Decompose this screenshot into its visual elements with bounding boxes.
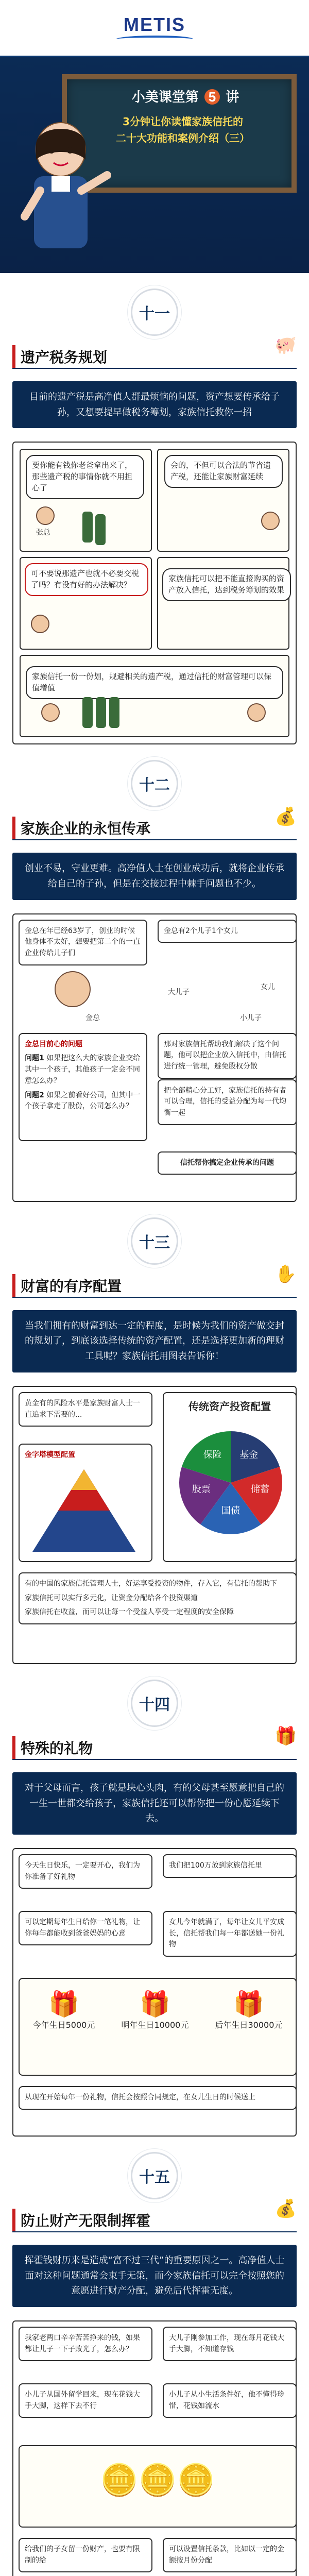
- section-13: [0, 1202, 309, 1372]
- gift-item: 🎁 明年生日10000元: [121, 1989, 189, 2030]
- title-marker: [12, 345, 15, 368]
- character-name: 张总: [36, 529, 50, 537]
- info-box: 金总在年已经63岁了，创业的时候他身体不太好，想要把第二个的一直企业传给儿子们: [19, 920, 147, 965]
- piggy-bank-icon: 🐖: [274, 335, 297, 355]
- section-title: 防止财产无限制挥霍: [21, 2212, 151, 2229]
- problem-box: [19, 1033, 147, 1141]
- section-title-bar: [12, 2198, 297, 2232]
- section-badge: 十五: [131, 2152, 178, 2199]
- pie-label: 储蓄: [251, 1484, 270, 1495]
- pie-label: 基金: [239, 1449, 259, 1461]
- gift-timeline: [19, 1978, 297, 2076]
- title-marker: [12, 1274, 15, 1297]
- info-box: 女儿今年就满了，每年让女儿平安成长，信托帮我们每一年都送她一份礼物: [163, 1911, 297, 1957]
- section-15: [0, 2137, 309, 2307]
- bottle-icon: [95, 514, 106, 545]
- info-box: 可以设置信托条款，比如以一定的金额按月份分配: [163, 2538, 297, 2572]
- info-box: 大儿子刚参加工作，现在每月花钱大手大脚，不知道存钱: [163, 2327, 297, 2361]
- speech-bubble: 会的，不但可以合法的节省遗产税，还能让家族财富延续: [164, 455, 283, 488]
- character-name: 女儿: [261, 982, 275, 991]
- gift-item: 🎁 后年生日30000元: [215, 1989, 283, 2030]
- section-badge: 十二: [131, 760, 178, 807]
- section-11: [0, 273, 309, 428]
- section-intro: 挥霍钱财历来是造成“富不过三代”的重要原因之一。高净值人士面对这种问题通常会束手无策，而今家族信托可以完全按照您的意愿进行财产分配，避免后代挥霍无度。: [12, 2245, 297, 2307]
- allocation-panel: [163, 1392, 297, 1562]
- section-title-bar: [12, 1263, 297, 1298]
- coins-panel: [19, 2445, 297, 2528]
- section-badge: 十三: [131, 1217, 178, 1265]
- title-marker: [12, 1736, 15, 1759]
- character-name: 大儿子: [168, 988, 190, 996]
- pyramid-title: 金字塔模型配置: [25, 1450, 75, 1459]
- header: [0, 0, 309, 57]
- section-badge: 十四: [131, 1680, 178, 1727]
- section-intro: 当我们拥有的财富到达一定的程度，是时候为我们的资产做交封的规划了，到底该选择传统的资产配置，还是选择更加新的理财工具呢？家族信托用图表告诉你！: [12, 1310, 297, 1372]
- hero-subtitle: 3分钟让你读懂家族信托的 二十大功能和案例介绍（三）: [116, 115, 250, 144]
- title-marker: [12, 817, 15, 839]
- title-marker: [12, 2209, 15, 2231]
- section-badge: 十一: [131, 289, 178, 336]
- speech-bubble: 家族信托一份一份划，规避相关的遗产税，通过信托的财富管理可以保值增值: [26, 666, 283, 699]
- comic-special-gift: [12, 1848, 297, 2137]
- comic-panel: [20, 557, 152, 650]
- comic-panel: [20, 449, 152, 552]
- info-box: 小儿子从小生活条件好，他不懂得珍惜，花钱如流水: [163, 2383, 297, 2418]
- section-title: 家族企业的永恒传承: [21, 821, 151, 837]
- series-number: 5: [204, 89, 220, 105]
- section-12: [0, 744, 309, 900]
- logo-wordmark: METIS: [123, 14, 185, 35]
- teacher-figure-icon: [9, 113, 112, 268]
- character-name: 金总: [85, 1013, 100, 1022]
- info-box: 小儿子从国外留学回来，现在花钱大手大脚，这样下去不行: [19, 2383, 152, 2418]
- info-box: 金总有2个儿子1个女儿: [158, 920, 297, 943]
- comic-panel: [157, 557, 289, 650]
- logo-swoosh: [114, 36, 194, 43]
- series-label: 小美课堂第 5 讲: [131, 89, 239, 105]
- problem-title: 金总目前心的问题: [25, 1040, 82, 1048]
- pyramid-icon: [25, 1464, 143, 1557]
- allocation-pie-chart: [164, 1413, 298, 1552]
- info-box: 黄金有的风险水平是家族财富人士一直追求下需要的...: [19, 1392, 152, 1427]
- section-intro: 对于父母而言，孩子就是块心头肉，有的父母甚至愿意把自己的一生一世都交给孩子，家族信托还可以帮你把一份心愿延续下去。: [12, 1772, 297, 1835]
- problem-item: 问题2 如果之前看好公司，但其中一个孩子拿走了股份，公司怎么办？: [25, 1091, 141, 1111]
- comic-anti-squander: [12, 2320, 297, 2576]
- info-box: 可以定期每年生日给你一笔礼物，让你每年都能收到爸爸妈妈的心意: [19, 1911, 152, 1945]
- money-bag-icon: 💰: [274, 806, 297, 827]
- pie-label: 国债: [221, 1505, 240, 1516]
- money-bag-icon: 💰: [274, 2198, 297, 2219]
- note-box: 从现在开始每年一份礼物，信托会按照合同规定，在女儿生日的时候送上: [19, 2086, 297, 2110]
- section-title: 特殊的礼物: [21, 1740, 93, 1756]
- section-intro: 创业不易，守业更难。高净值人士在创业成功后，就将企业传承给自己的子孙，但是在交接过程中棘手问题也不少。: [12, 853, 297, 900]
- conclusion: 信托帮你搞定企业传承的问题: [158, 1151, 297, 1175]
- pie-label: 股票: [192, 1484, 211, 1495]
- hero: [0, 57, 309, 273]
- section-title-bar: [12, 335, 297, 369]
- info-box: 给我们的子女留一份财产，也要有限制的给: [19, 2538, 152, 2572]
- comic-tax-planning: [12, 442, 297, 744]
- section-intro: 目前的遗产税是高净值人群最烦恼的问题，资产想要传承给子孙，又想要提早做税务筹划，家族信托救你一招: [12, 381, 297, 428]
- pie-label: 保险: [203, 1449, 222, 1461]
- hero-title: [82, 86, 288, 107]
- bottle-icon: [82, 697, 93, 728]
- person-icon: [247, 703, 266, 722]
- section-title: 遗产税务规划: [21, 349, 108, 365]
- coin-stack-icon: 🪙🪙🪙: [99, 2462, 216, 2498]
- gift-icon: 🎁: [274, 1725, 297, 1747]
- note-box: 有的中国的家族信托管理人士，好运享受投资的物件，存入它，有信托的帮助下 家族信托可以实行多元化，让资金分配给各个投资渠道 家族信托在收益，而可以让每一个受益人享受一定程度的安全保障: [19, 1572, 297, 1624]
- person-icon: [261, 512, 280, 530]
- speech-bubble: 家族信托可以把不能直接购买的资产放入信托，达到税务筹划的效果: [162, 568, 291, 601]
- character-name: 小儿子: [240, 1013, 262, 1022]
- gift-item: 🎁 今年生日5000元: [32, 1989, 95, 2030]
- section-14: [0, 1664, 309, 1835]
- bottle-icon: [109, 697, 119, 728]
- solution-box: 那对家族信托帮助我们解决了这个问题，他可以把企业放入信托中，由信托进行统一管理，避免股权分散: [158, 1033, 297, 1079]
- sidebar-note: 把全部精心分工好，家族信托的持有者可以合理，信托的受益分配为每一代均衡一起: [158, 1079, 297, 1125]
- problem-item: 问题1 如果把这么大的家族企业交给其中一个孩子，其他孩子一定会不同意怎么办？: [25, 1054, 141, 1085]
- section-title-bar: [12, 1725, 297, 1760]
- bottle-icon: [96, 697, 106, 728]
- comic-family-business: [12, 913, 297, 1202]
- person-icon: [36, 506, 55, 525]
- speech-bubble: 可不要说那遗产也就不必要交税了吗？有没有好的办法解决？: [25, 563, 148, 596]
- section-title-bar: [12, 806, 297, 840]
- person-icon: [41, 703, 60, 722]
- comic-wealth-allocation: [12, 1386, 297, 1664]
- person-icon: [31, 615, 49, 633]
- chart-title: 传统资产投资配置: [188, 1400, 271, 1413]
- info-box: 我家老两口辛辛苦苦挣来的钱，如果都让儿子一下子败光了，怎么办？: [19, 2327, 152, 2361]
- speech-bubble: 要你能有钱你老爸拿出来了，那些遗产税的事情你就不用担心了: [26, 455, 144, 499]
- person-icon: [55, 971, 91, 1007]
- hand-coin-icon: ✋: [274, 1263, 297, 1284]
- comic-panel: [20, 655, 289, 737]
- pyramid-box: [19, 1444, 152, 1562]
- section-title: 财富的有序配置: [21, 1278, 122, 1294]
- teacher-illustration: [9, 113, 112, 268]
- bottle-icon: [82, 512, 93, 543]
- info-box: 今天生日快乐，一定要开心，我们为你准备了好礼物: [19, 1854, 152, 1889]
- logo: [116, 14, 193, 43]
- comic-panel: [157, 449, 289, 552]
- info-box: 我们把100万放到家族信托里: [163, 1854, 297, 1878]
